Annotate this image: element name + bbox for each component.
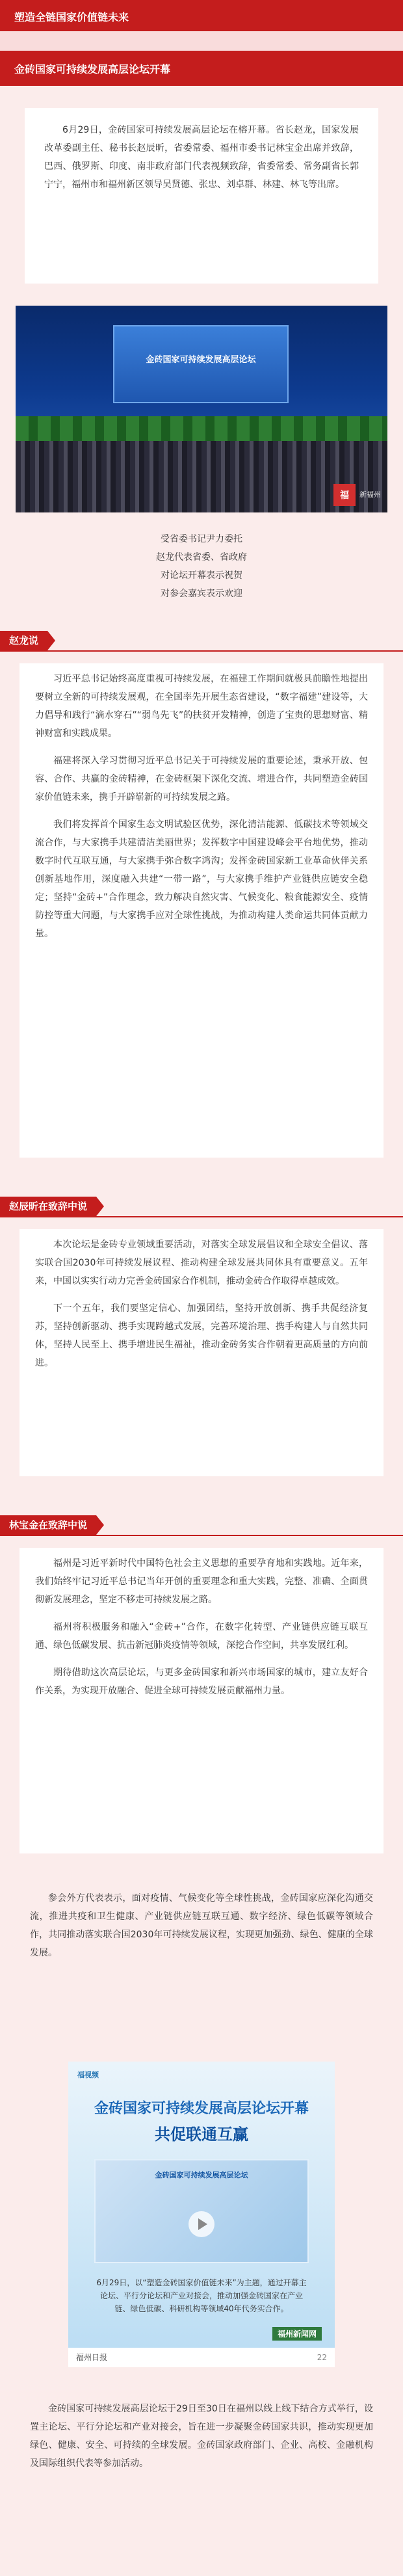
video-player[interactable] bbox=[68, 2062, 335, 2367]
section-tag: 林宝金在致辞中说 bbox=[0, 1515, 96, 1535]
photo-watermark bbox=[333, 484, 381, 506]
section-paragraph: 期待借助这次高层论坛，与更多金砖国家和新兴市场国家的城市，建立友好合作关系，为实现开放融合、促进全球可持续发展贡献福州力量。 bbox=[35, 1667, 368, 1696]
video-subtitle: 共促联通互赢 bbox=[155, 2125, 248, 2144]
closing-paragraph: 金砖国家可持续发展高层论坛于29日至30日在福州以线上线下结合方式举行，设置主论坛、平行分论坛和产业对接会，旨在进一步凝聚金砖国家共识，推动实现更加绿色、健康、安全、可持续的全球发展。金砖国家政府部门、企业、高校、金融机构及国际组织代表等参加活动。 bbox=[30, 2404, 373, 2469]
video-title: 金砖国家可持续发展高层论坛开幕 bbox=[94, 2101, 309, 2117]
foreign-delegates-paragraph: 参会外方代表表示，面对疫情、气候变化等全球性挑战，金砖国家应深化沟通交流，推进共疫和卫生健康、产业链供应链互联互通、数字经济、绿色低碳等领域合作，共同推动落实联合国2030年可持续发展议程，实现更加强劲、绿色、健康的全球发展。 bbox=[30, 1893, 373, 1958]
video-caption: 6月29日，以“塑造金砖国家价值链未来”为主题，通过开幕主论坛、平行分论坛和产业对接会，推动加强金砖国家在产业链、绿色低碳、科研机构等领域40年代务实合作。 bbox=[96, 2278, 307, 2313]
section-paragraph: 福州是习近平新时代中国特色社会主义思想的重要孕育地和实践地。近年来，我们始终牢记习近平总书记当年开创的重要理念和重大实践，完整、准确、全面贯彻新发展理念，坚定不移走可持续发展之路。 bbox=[35, 1558, 368, 1605]
center-line: 受省委书记尹力委托 bbox=[161, 534, 242, 544]
section-paragraph: 我们将发挥首个国家生态文明试验区优势，深化清洁能源、低碳技术等领域交流合作，与大家携手共建清洁美丽世界；发挥数字中国建设峰会平台地优势，推动数字时代互联互通，与大家携手弥合数字鸿沟；发挥金砖国家新工业革命伙伴关系创新基地作用，深度融入共建“一带一路”，与大家携手维护产业链供应链安全稳定；坚持“金砖+”合作理念，致力解决自然灾害、气候变化、粮食能源安全、疫情防控等重大问题，与大家携手应对全球性挑战，为推动构建人类命运共同体贡献力量。 bbox=[35, 819, 368, 939]
center-line: 赵龙代表省委、省政府 bbox=[156, 552, 247, 563]
delegation-lines bbox=[0, 530, 403, 603]
section-tag: 赵龙说 bbox=[0, 631, 47, 650]
play-icon[interactable] bbox=[188, 2211, 214, 2237]
video-footer bbox=[68, 2348, 335, 2367]
video-like-count[interactable]: 22 bbox=[317, 2353, 327, 2362]
header-band-bottom bbox=[0, 51, 403, 86]
stage-plants bbox=[16, 416, 387, 442]
section-paragraph: 下一个五年，我们要坚定信心、加强团结，坚持开放创新、携手共促经济复苏，坚持创新驱动、携手实现跨越式发展，完善环境治理、携手构建人与自然共同体，坚持人民至上、携手增进民生福祉，推动金砖务实合作朝着更高质量的方向前进。 bbox=[35, 1303, 368, 1368]
section-rule bbox=[0, 650, 403, 652]
header-line-2: 金砖国家可持续发展高层论坛开幕 bbox=[14, 63, 171, 75]
section-rule bbox=[0, 1535, 403, 1536]
section-paragraph: 福建将深入学习贯彻习近平总书记关于可持续发展的重要论述，秉承开放、包容、合作、共赢的金砖精神，在金砖框架下深化交流、增进合作，共同塑造金砖国家价值链未来，携手开辟崭新的可持续发展之路。 bbox=[35, 756, 368, 803]
lead-paragraph: 6月29日，金砖国家可持续发展高层论坛在榕开幕。省长赵龙，国家发展改革委副主任、秘书长赵辰昕，省委常委、福州市委书记林宝金出席并致辞，巴西、俄罗斯、印度、南非政府部门代表视频致辞，省委常委、常务副省长郭宁宁，福州市和福州新区领导吴贤德、张忠、刘卓群、林建、林飞等出席。 bbox=[44, 125, 359, 190]
lead-card bbox=[25, 108, 378, 284]
video-screen-text: 金砖国家可持续发展高层论坛 bbox=[155, 2171, 248, 2179]
video-brand: 福州新闻网 bbox=[272, 2327, 322, 2341]
header-divider bbox=[0, 31, 403, 51]
event-photo bbox=[16, 306, 387, 512]
section-card bbox=[20, 1548, 384, 1853]
section-card bbox=[20, 663, 384, 1158]
watermark-logo: 福 bbox=[333, 484, 356, 506]
section-tag: 赵辰昕在致辞中说 bbox=[0, 1197, 96, 1216]
stage-title: 金砖国家可持续发展高层论坛 bbox=[146, 355, 256, 365]
watermark-text: 新福州 bbox=[359, 490, 381, 499]
section-paragraph: 本次论坛是金砖专业领域重要活动，对落实全球发展倡议和全球安全倡议、落实联合国2030年可持续发展议程、推动构建全球发展共同体具有重要意义。五年来，中国以实实行动力完善金砖国家合作机制，推动金砖合作取得卓越成效。 bbox=[35, 1240, 368, 1286]
section-paragraph: 习近平总书记始终高度重视可持续发展，在福建工作期间就极具前瞻性地提出要树立全新的可持续发展观，在全国率先开展生态省建设，“数字福建”建设等，大力倡导和践行“滴水穿石”“弱鸟先飞”的扶贫开发精神，创造了宝贵的思想财富、精神财富和实践成果。 bbox=[35, 674, 368, 739]
center-line: 对参会嘉宾表示欢迎 bbox=[161, 589, 242, 599]
section-paragraph: 福州将积极服务和融入“金砖+”合作，在数字化转型、产业链供应链互联互通、绿色低碳发展、抗击新冠肺炎疫情等领域，深挖合作空间，共享发展红利。 bbox=[35, 1622, 368, 1651]
section-rule bbox=[0, 1216, 403, 1217]
video-footer-source: 福州日报 bbox=[76, 2353, 108, 2362]
center-line: 对论坛开幕表示祝贺 bbox=[161, 570, 242, 581]
audience bbox=[16, 441, 387, 512]
header-band-top bbox=[0, 0, 403, 31]
video-source: 福视频 bbox=[77, 2071, 99, 2079]
header-line-1: 塑造全链国家价值链未来 bbox=[14, 11, 129, 23]
section-card bbox=[20, 1229, 384, 1476]
stage-screen bbox=[113, 325, 289, 403]
